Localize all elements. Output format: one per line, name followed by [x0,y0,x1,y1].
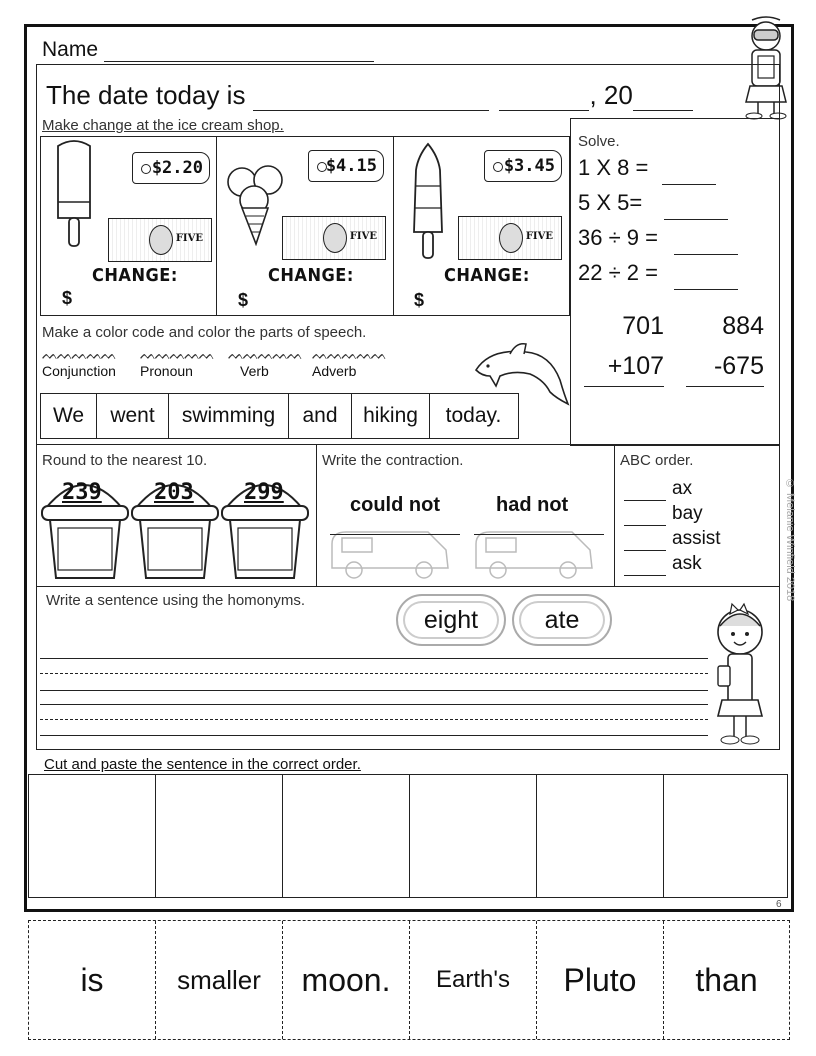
five-dollar-bill-1 [108,218,212,262]
wavy-line-3: ᨓᨓᨓᨓᨓ [228,346,302,362]
category-3: Verb [240,363,269,379]
bucket-number-1: 239 [62,480,102,505]
strip-word-3[interactable]: moon. [283,921,410,1039]
ice-cream-instruction: Make change at the ice cream shop. [42,117,284,134]
problem-3: 36 ÷ 9 = [578,225,658,250]
paste-box-5[interactable] [537,775,664,897]
year-prefix: , 20 [589,80,633,110]
paste-box-2[interactable] [156,775,283,897]
vertical-bottom-1: +107 [584,346,664,387]
abc-word-3: assist [672,528,721,549]
word-box-3[interactable]: swimming [169,394,289,438]
date-row [46,80,693,111]
divider-vertical-1 [316,444,317,586]
homonym-divider [36,586,780,587]
word-box-1[interactable]: We [41,394,97,438]
copyright-text: © Melanie Winfield 2018 [784,478,796,602]
category-1: Conjunction [42,363,116,379]
strip-word-6[interactable]: than [695,961,758,998]
writing-midline-1 [40,673,708,674]
abc-label: ABC order. [620,452,694,469]
contraction-blank-1[interactable] [330,534,460,535]
paste-box-6[interactable] [664,775,787,897]
vertical-problem-2 [686,306,764,387]
solve-label: Solve. [578,133,620,150]
vertical-top-2: 884 [722,312,764,340]
vertical-top-1: 701 [622,312,664,340]
answer-blank-1[interactable] [662,165,716,185]
change-label-1: CHANGE: [92,265,178,286]
cut-paste-instruction: Cut and paste the sentence in the correct order. [44,756,361,773]
abc-blank-4[interactable] [624,560,666,576]
five-dollar-bill-2 [282,216,386,260]
strip-word-2[interactable]: smaller [156,921,283,1039]
writing-midline-2 [40,719,708,720]
problem-2: 5 X 5= [578,190,643,215]
abc-blank-3[interactable] [624,535,666,551]
category-4: Adverb [312,363,357,379]
strip-word-4[interactable]: Earth's [410,921,537,1039]
cut-strip [28,920,790,1040]
page-number: 6 [776,899,782,910]
contraction-word-1: could not [350,494,440,516]
word-box-5[interactable]: hiking [352,394,430,438]
homonym-word-1: eight [396,594,506,646]
answer-blank-3[interactable] [674,235,738,255]
solve-problems [578,150,738,290]
contraction-instruction: Write the contraction. [322,452,464,469]
date-year-blank[interactable] [633,89,693,111]
word-box-2[interactable]: went [97,394,169,438]
wavy-line-1: ᨓᨓᨓᨓᨓ [42,346,116,362]
bill-label: FIVE [525,231,553,242]
paste-box-4[interactable] [410,775,537,897]
homonym-word-2: ate [512,594,612,646]
change-label-3: CHANGE: [444,265,530,286]
price-tag-3: $3.45 [484,150,562,182]
rounding-instruction: Round to the nearest 10. [42,452,208,469]
vertical-problem-1 [584,306,664,387]
word-box-4[interactable]: and [289,394,352,438]
sentence-word-boxes [40,393,519,439]
five-dollar-bill-3 [458,216,562,260]
strip-word-5[interactable]: Pluto [537,921,664,1039]
portrait-icon [149,225,173,255]
abc-word-1: ax [672,478,693,499]
girl-ice-cream-icon [708,596,774,748]
portrait-icon [323,223,347,253]
name-label: Name [42,38,99,61]
vertical-bottom-2: -675 [686,346,764,387]
divider-vertical-2 [614,444,615,586]
price-tag-2: $4.15 [308,150,384,182]
abc-blank-2[interactable] [624,510,666,526]
bill-label: FIVE [175,233,203,244]
name-row [42,38,374,62]
writing-line-4[interactable] [40,735,708,736]
answer-blank-4[interactable] [674,270,738,290]
contraction-blank-2[interactable] [474,534,604,535]
abc-word-2: bay [672,503,703,524]
bill-label: FIVE [349,231,377,242]
color-code-row [42,346,386,379]
section-divider [36,444,780,445]
paste-box-3[interactable] [283,775,410,897]
buckets [40,470,314,582]
strip-word-1[interactable]: is [29,921,156,1039]
dollar-sign-1[interactable]: $ [62,288,73,308]
writing-line-1[interactable] [40,658,708,659]
bucket-number-2: 203 [154,480,194,505]
name-blank[interactable] [104,44,374,62]
contraction-word-2: had not [496,494,569,516]
dollar-sign-3[interactable]: $ [414,290,425,310]
writing-line-2[interactable] [40,690,708,691]
wavy-line-2: ᨓᨓᨓᨓᨓ [140,346,214,362]
rocket-pop-icon [408,142,448,262]
dollar-sign-2[interactable]: $ [238,290,249,310]
portrait-icon [499,223,523,253]
ice-cream-truck-icons [328,520,598,584]
parts-of-speech-instruction: Make a color code and color the parts of speech. [42,324,367,341]
date-month-blank[interactable] [253,89,489,111]
abc-blank-1[interactable] [624,485,666,501]
date-day-blank[interactable] [499,89,589,111]
abc-word-4: ask [672,553,702,574]
answer-blank-2[interactable] [664,200,728,220]
wavy-line-4: ᨓᨓᨓᨓᨓ [312,346,386,362]
paste-box-1[interactable] [29,775,156,897]
ice-cream-cone-icon [224,160,290,246]
change-label-2: CHANGE: [268,265,354,286]
paste-boxes [28,774,788,898]
problem-1: 1 X 8 = [578,155,649,180]
price-tag-1: $2.20 [132,152,210,184]
homonyms-instruction: Write a sentence using the homonyms. [46,592,306,609]
problem-4: 22 ÷ 2 = [578,260,658,285]
category-2: Pronoun [140,363,193,379]
word-box-6[interactable]: today. [445,404,502,427]
popsicle-icon [52,140,96,250]
abc-list [624,476,721,576]
date-label: The date today is [46,80,246,110]
bucket-number-3: 299 [244,480,284,505]
writing-line-3[interactable] [40,704,708,705]
